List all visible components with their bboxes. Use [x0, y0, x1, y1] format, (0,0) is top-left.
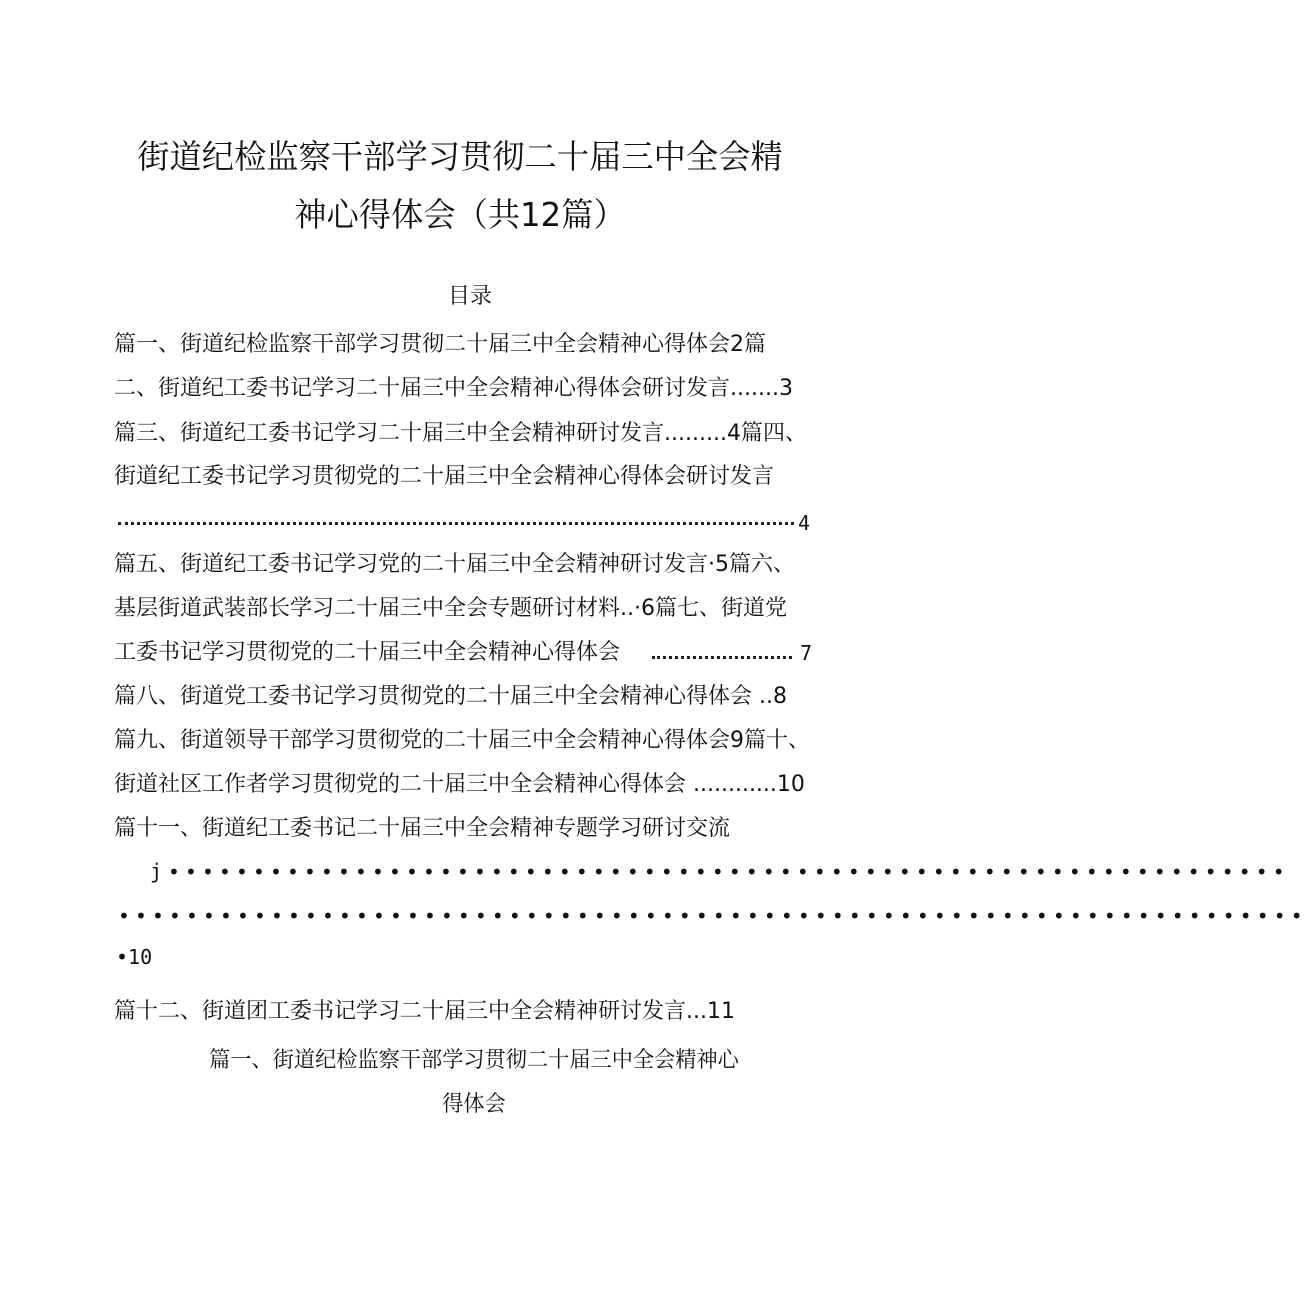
toc-line-6: 基层街道武装部长学习二十届三中全会专题研讨材料..·6篇七、街道党 [114, 596, 787, 621]
toc-line-11-marker: j [150, 859, 163, 883]
toc-page-number-1: 4 [798, 511, 811, 535]
toc-leader-dots-4: •••••••••••••••••••••••••••••••••••••••••••••••••••••••••••••••••••••• [118, 904, 1308, 928]
toc-line-5: 篇五、街道纪工委书记学习党的二十届三中全会精神研讨发言·5篇六、 [114, 552, 795, 577]
toc-heading: 目录 [447, 284, 492, 309]
toc-leader-dots-3: •••••••••••••••••••••••••••••••••••••••••••••••••••••••••••••••••• [168, 860, 1290, 884]
document-title-line-2: 神心得体会（共12篇） [294, 195, 626, 234]
toc-line-12: 篇十二、街道团工委书记学习二十届三中全会精神研讨发言...11 [114, 999, 735, 1024]
toc-page-number-2: 7 [800, 641, 813, 665]
toc-page-number-3: •10 [116, 945, 153, 969]
toc-line-3: 篇三、街道纪工委书记学习二十届三中全会精神研讨发言.........4篇四、 [114, 421, 807, 446]
toc-leader-dots-1 [118, 522, 794, 527]
document-title-line-1: 街道纪检监察干部学习贯彻二十届三中全会精 [137, 137, 783, 176]
section-title-line-2: 得体会 [442, 1092, 506, 1117]
toc-line-10: 街道社区工作者学习贯彻党的二十届三中全会精神心得体会 ............10 [114, 772, 805, 797]
toc-line-4: 街道纪工委书记学习贯彻党的二十届三中全会精神心得体会研讨发言 [114, 464, 775, 489]
toc-leader-dots-2 [652, 656, 792, 661]
toc-line-1: 篇一、街道纪检监察干部学习贯彻二十届三中全会精神心得体会2篇 [114, 332, 766, 357]
toc-line-9: 篇九、街道领导干部学习贯彻党的二十届三中全会精神心得体会9篇十、 [114, 728, 810, 753]
toc-line-11: 篇十一、街道纪工委书记二十届三中全会精神专题学习研讨交流 [114, 816, 731, 841]
toc-line-2: 二、街道纪工委书记学习二十届三中全会精神心得体会研讨发言.......3 [114, 376, 793, 401]
section-title-line-1: 篇一、街道纪检监察干部学习贯彻二十届三中全会精神心 [209, 1048, 739, 1073]
toc-line-7: 工委书记学习贯彻党的二十届三中全会精神心得体会 [114, 640, 621, 665]
toc-line-8: 篇八、街道党工委书记学习贯彻党的二十届三中全会精神心得体会 ..8 [114, 684, 787, 709]
